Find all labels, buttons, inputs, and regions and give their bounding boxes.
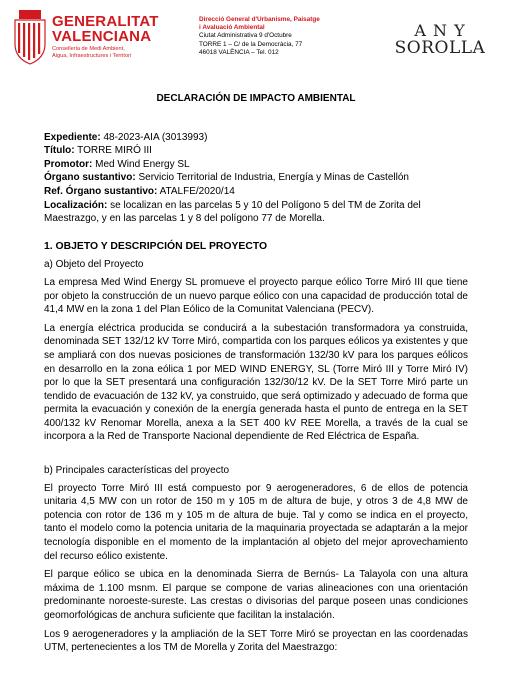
document-title: DECLARACIÓN DE IMPACTO AMBIENTAL bbox=[156, 93, 356, 104]
meta-label: Localización: bbox=[44, 199, 108, 211]
org-name-line1: GENERALITAT bbox=[52, 13, 159, 30]
meta-value: ATALFE/2020/14 bbox=[157, 185, 235, 197]
directorate-address bbox=[199, 16, 320, 57]
org-sub-line1: Conselleria de Medi Ambient, bbox=[52, 46, 125, 52]
meta-value: se localizan en las parcelas 5 y 10 del Polígono 5 del TM de Zorita del Maestrazgo, y en las parcelas 1 y 8 del polígono 77 de Morella. bbox=[44, 199, 421, 225]
spacer bbox=[44, 449, 468, 464]
meta-label: Título: bbox=[44, 145, 75, 157]
meta-value: TORRE MIRÓ III bbox=[74, 145, 152, 157]
any-sorolla-logo bbox=[390, 22, 490, 57]
dg-line3: Ciutat Administrativa 9 d'Octubre bbox=[199, 32, 292, 40]
org-sub-line2: Aigua, Infraestructures i Territori bbox=[52, 53, 132, 59]
paragraph: Los 9 aerogeneradores y la ampliación de la SET Torre Miró se proyectan en las coordenadas UTM, pertenecientes a los TM de Morella y Zorita del Maestrazgo: bbox=[44, 628, 468, 654]
section-heading: 1. OBJETO Y DESCRIPCIÓN DEL PROYECTO bbox=[44, 240, 268, 252]
meta-label: Promotor: bbox=[44, 158, 93, 170]
any-sorolla-line1: A N Y bbox=[414, 21, 466, 40]
paragraph: El proyecto Torre Miró III está compuesto por 9 aerogeneradores, 6 de ellos de potencia unitaria 4,5 MW con un rotor de 150 m y 105 m de altura de buje, y otros 3 de 4,8 MW de potencia con rotor de 136 m y 105 m de altura de buje. Tal y como se indica en el proyecto, tanto el modelo como la potencia unitaria de la maquinaria proyectada se adaptarán a la mejor tecnología disponible en el momento de la implantación al objeto del mejor aprovechamiento del recurso eólico existente. bbox=[44, 482, 468, 562]
org-name-line2: VALENCIANA bbox=[52, 28, 152, 45]
subsection-heading-b: b) Principales características del proyecto bbox=[44, 465, 230, 477]
dg-line1: Direcció General d'Urbanisme, Paisatge bbox=[199, 16, 320, 23]
paragraph: El parque eólico se ubica en la denominada Sierra de Bernús- La Talayola con una altura máxima de 1.100 msnm. El parque se compone de varias alineaciones con una orientación predominante noroeste-sureste. Las crestas o divisorias del parque poseen unas condiciones geomorfológicas de anchura suficiente que facilitan la instalación. bbox=[44, 569, 468, 621]
dg-line2: i Avaluació Ambiental bbox=[199, 24, 265, 32]
document-metadata bbox=[44, 131, 468, 226]
meta-label: Ref. Órgano sustantivo: bbox=[44, 185, 158, 197]
meta-localizacion bbox=[44, 199, 468, 226]
generalitat-wordmark bbox=[52, 14, 159, 60]
meta-promotor bbox=[44, 158, 468, 172]
paragraph: La energía eléctrica producida se conducirá a la subestación transformadora ya construida, denominada SET 132/12 kV Torre Miró, compartida con los parques eólicos ya existentes y que se ampliará con dos nuevas posiciones de transformación 132/30 kV para los parques eólicos en desarrollo en la zona eólica 1 por MED WIND ENERGY, SL (Torre Miró III y Torre Miró IV) por lo que la SET presentará una configuración 132/30/12 kV. De la SET Torre Miró parte un tendido de evacuación de 132 kV, ya construido, que será optimizado y adecuado de forma que permita la evacuación y conexión de la energía generada hasta el punto de entrega en la SET 400/132 kV Renomar Morella, anexa a la SET 400 kV REE Morella, a través de la cual se incorpora a la Red de Transporte Nacional dependiente de Red Eléctrica de España. bbox=[44, 322, 468, 443]
dg-line4: TORRE 1 – C/ de la Democràcia, 77 bbox=[199, 40, 303, 48]
any-sorolla-line2: SOROLLA bbox=[394, 38, 486, 58]
meta-titulo bbox=[44, 144, 468, 158]
meta-value: Servicio Territorial de Industria, Energía y Minas de Castellón bbox=[135, 172, 409, 184]
meta-label: Órgano sustantivo: bbox=[44, 172, 136, 184]
meta-value: Med Wind Energy SL bbox=[92, 158, 190, 170]
dg-line5: 46018 VALÈNCIA – Tel. 012 bbox=[199, 48, 279, 56]
document-body bbox=[44, 92, 468, 660]
meta-expediente bbox=[44, 131, 468, 145]
subsection-heading-a: a) Objeto del Proyecto bbox=[44, 259, 144, 271]
meta-ref-organo bbox=[44, 185, 468, 199]
paragraph: La empresa Med Wind Energy SL promueve el proyecto parque eólico Torre Miró III que tiene por objeto la construcción de un nuevo parque eólico con una capacidad de producción total de 41,4 MW en la zona 1 del Plan Eólico de la Comunitat Valenciana (PECV). bbox=[44, 276, 468, 316]
meta-label: Expediente: bbox=[44, 131, 101, 143]
meta-organo bbox=[44, 171, 468, 185]
meta-value: 48-2023-AIA (3013993) bbox=[100, 131, 208, 143]
letterhead bbox=[0, 0, 513, 80]
generalitat-shield-icon bbox=[12, 10, 48, 66]
